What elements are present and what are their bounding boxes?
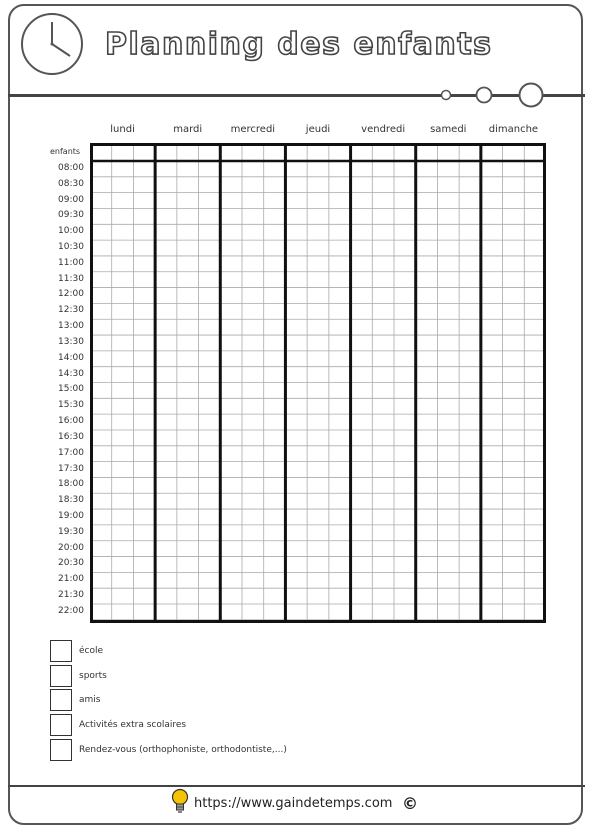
legend-label: Activités extra scolaires [79,720,187,730]
time-label: 20:30 [58,558,84,569]
time-label: 11:30 [58,273,84,284]
legend-label: sports [79,671,107,681]
day-header-jeudi: jeudi [305,124,331,135]
time-label: 09:00 [58,194,84,205]
time-label: 19:30 [58,526,84,537]
time-label: 13:00 [58,321,84,332]
legend-checkbox[interactable] [50,714,72,736]
time-label: 18:00 [58,479,84,490]
time-label: 12:00 [58,289,84,300]
decorative-circles-icon [430,80,580,110]
row-label-enfants: enfants [50,147,81,156]
time-label: 09:30 [58,210,84,221]
time-label: 10:00 [58,226,84,237]
day-header-mardi: mardi [173,124,203,135]
legend-checkbox[interactable] [50,640,72,662]
day-header-dimanche: dimanche [488,124,539,135]
time-label: 17:00 [58,447,84,458]
time-label: 14:00 [58,352,84,363]
time-label: 12:30 [58,305,84,316]
day-header-lundi: lundi [110,124,135,135]
light-bulb-icon [170,788,190,814]
time-label: 21:00 [58,574,84,585]
page-title: Planning des enfants [105,27,493,62]
clock-icon [20,12,84,76]
legend-label: école [79,646,104,656]
day-header-vendredi: vendredi [361,124,406,135]
time-label: 21:30 [58,590,84,601]
footer-url[interactable]: https://www.gaindetemps.com [194,796,393,811]
day-header-samedi: samedi [430,124,467,135]
time-label: 15:00 [58,384,84,395]
footer-divider [8,785,585,787]
time-label: 18:30 [58,495,84,506]
legend-label: amis [79,695,101,705]
copyright-symbol: © [402,794,418,813]
time-label: 20:00 [58,542,84,553]
legend-checkbox[interactable] [50,689,72,711]
legend-checkbox[interactable] [50,739,72,761]
time-label: 16:00 [58,416,84,427]
time-label: 22:00 [58,605,84,616]
legend-label: Rendez-vous (orthophoniste, orthodontiste,...) [79,745,287,755]
legend-checkbox[interactable] [50,665,72,687]
time-label: 08:00 [58,162,84,173]
time-label: 16:30 [58,431,84,442]
time-label: 19:00 [58,510,84,521]
time-label: 17:30 [58,463,84,474]
time-label: 13:30 [58,336,84,347]
time-label: 08:30 [58,178,84,189]
time-label: 11:00 [58,257,84,268]
time-label: 14:30 [58,368,84,379]
time-label: 10:30 [58,242,84,253]
day-header-mercredi: mercredi [230,124,276,135]
time-label: 15:30 [58,400,84,411]
planning-grid [90,143,546,623]
